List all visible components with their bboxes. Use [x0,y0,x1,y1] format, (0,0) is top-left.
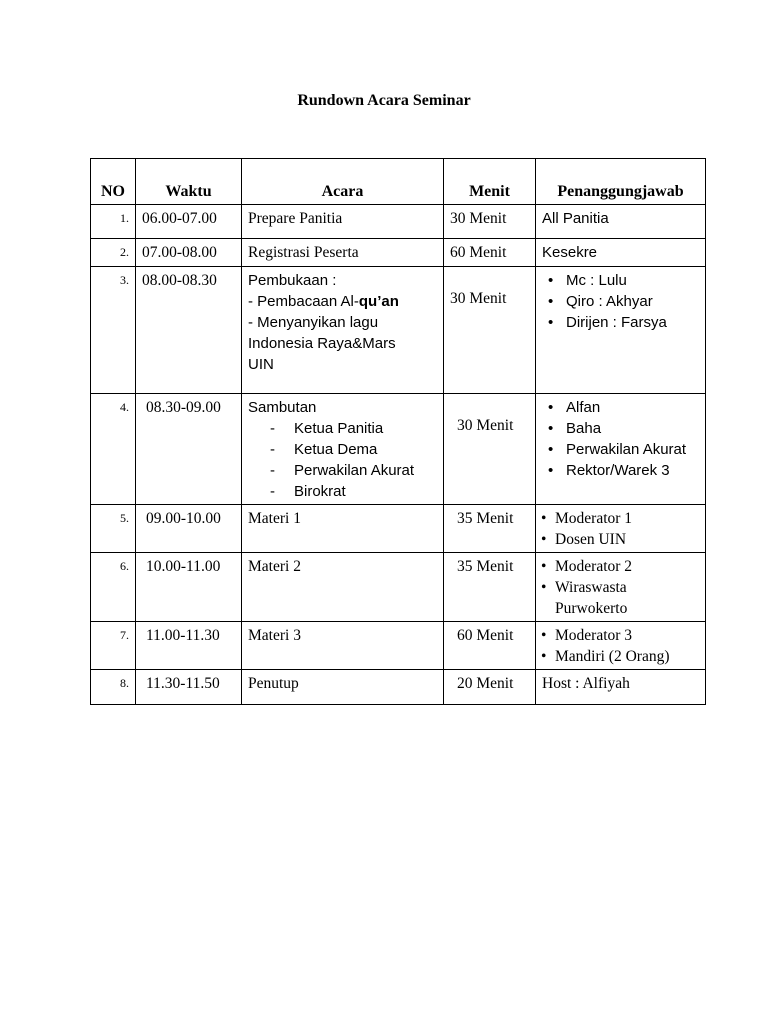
list-item: - Ketua Dema [270,439,437,460]
row-pic [536,622,706,670]
row-time: 09.00-10.00 [136,505,242,553]
list-item: • Qiro : Akhyar [542,291,699,312]
row-time: 08.00-08.30 [136,267,242,394]
header-pic: Penanggungjawab [536,159,706,205]
header-no: NO [91,159,136,205]
list-item: • Dosen UIN [542,529,699,550]
row-number: 7. [91,622,136,670]
row-time: 10.00-11.00 [136,553,242,622]
list-item: • Perwakilan Akurat [542,439,699,460]
row-pic: Kesekre [536,239,706,267]
rundown-table [90,158,706,705]
event-line: - Pembacaan Al-qu’an [248,293,399,310]
row-minutes: 60 Menit [444,239,536,267]
table-row [91,205,706,239]
row-event: Penutup [242,670,444,705]
row-event: Materi 2 [242,553,444,622]
row-pic [536,553,706,622]
header-time: Waktu [136,159,242,205]
table-row [91,239,706,267]
list-item: - Ketua Panitia [270,418,437,439]
document-title: Rundown Acara Seminar [297,92,471,109]
table-row [91,505,706,553]
row-pic [536,505,706,553]
table-row [91,622,706,670]
row-event: Materi 1 [242,505,444,553]
event-sub-list [248,418,437,502]
pic-list [542,625,699,667]
header-event: Acara [242,159,444,205]
list-item: • Mandiri (2 Orang) [542,646,699,667]
event-line: Pembukaan : [248,272,337,289]
pic-list [542,508,699,550]
list-item: • Moderator 1 [542,508,699,529]
list-item: • Moderator 3 [542,625,699,646]
table-row [91,267,706,394]
pic-list [542,556,699,619]
list-item: - Birokrat [270,481,437,502]
row-minutes: 30 Menit [444,267,536,394]
row-event [242,394,444,505]
list-item: • Alfan [542,397,699,418]
row-time: 11.00-11.30 [136,622,242,670]
row-event: Prepare Panitia [242,205,444,239]
row-pic [536,267,706,394]
list-item: • Dirijen : Farsya [542,312,699,333]
table-row [91,394,706,505]
list-item: - Perwakilan Akurat [270,460,437,481]
row-number: 4. [91,394,136,505]
row-number: 1. [91,205,136,239]
event-title: Sambutan [248,399,317,416]
list-item: • Moderator 2 [542,556,699,577]
row-number: 3. [91,267,136,394]
row-time: 11.30-11.50 [136,670,242,705]
row-pic: Host : Alfiyah [536,670,706,705]
event-line: UIN [248,356,274,373]
event-line: - Menyanyikan lagu [248,314,379,331]
row-minutes: 35 Menit [444,553,536,622]
list-item: • Rektor/Warek 3 [542,460,699,481]
list-item: • Mc : Lulu [542,270,699,291]
table-header-row [91,159,706,205]
event-line: Indonesia Raya&Mars [248,335,396,352]
row-minutes: 30 Menit [444,205,536,239]
row-number: 5. [91,505,136,553]
row-time: 06.00-07.00 [136,205,242,239]
row-event [242,267,444,394]
list-item: • Baha [542,418,699,439]
row-minutes: 30 Menit [444,394,536,505]
table-row [91,670,706,705]
row-minutes: 35 Menit [444,505,536,553]
pic-list [542,397,699,481]
table-row [91,553,706,622]
list-item: • Wiraswasta Purwokerto [542,577,699,619]
row-minutes: 60 Menit [444,622,536,670]
row-pic [536,394,706,505]
row-minutes: 20 Menit [444,670,536,705]
pic-list [542,270,699,333]
row-number: 2. [91,239,136,267]
header-minutes: Menit [444,159,536,205]
row-time: 07.00-08.00 [136,239,242,267]
row-pic: All Panitia [536,205,706,239]
row-number: 8. [91,670,136,705]
row-time: 08.30-09.00 [136,394,242,505]
row-event: Registrasi Peserta [242,239,444,267]
row-event: Materi 3 [242,622,444,670]
row-number: 6. [91,553,136,622]
